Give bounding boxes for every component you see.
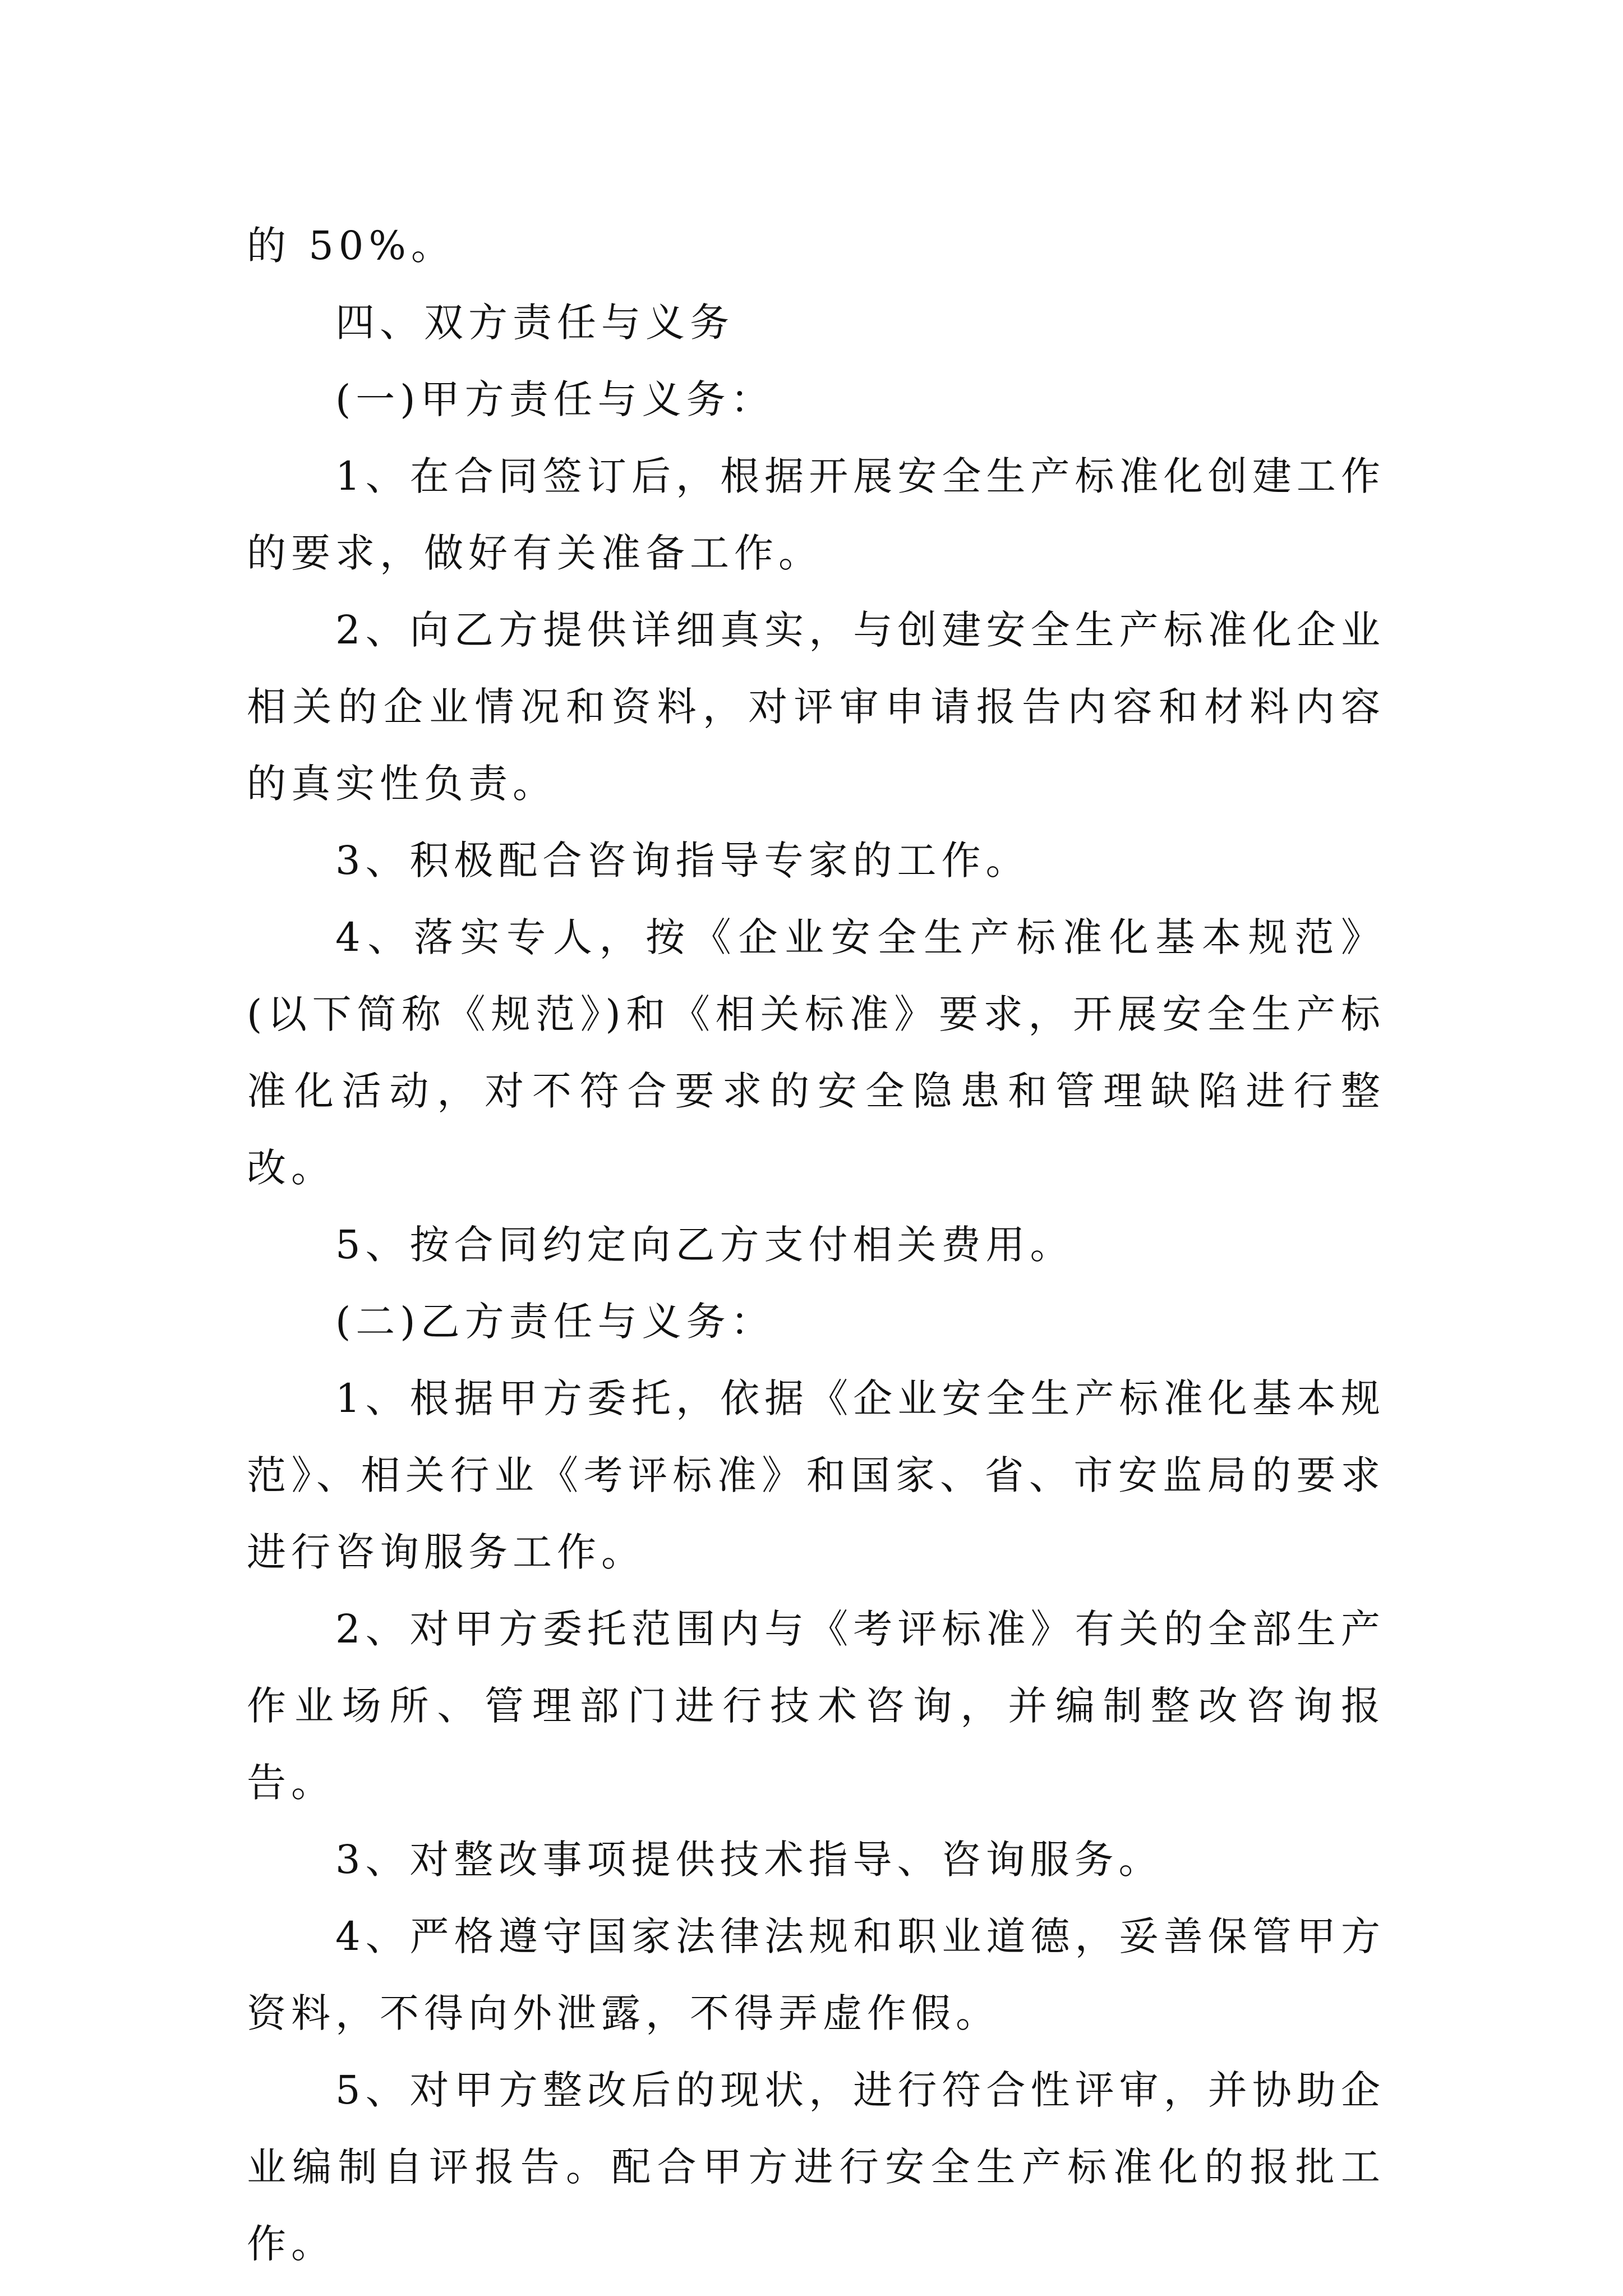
- party-b-item-1: 1、根据甲方委托，依据《企业安全生产标准化基本规范》、相关行业《考评标准》和国家、省、市安监局的要求进行咨询服务工作。: [247, 1375, 1385, 1575]
- party-b-item-3: 3、对整改事项提供技术指导、咨询服务。: [335, 1837, 1163, 1883]
- document-body: [247, 208, 1385, 2283]
- party-b-item-5: 5、对甲方整改后的现状，进行符合性评审，并协助企业编制自评报告。配合甲方进行安全生产标准化的报批工作。: [247, 2067, 1385, 2267]
- paragraph-continuation: 的 50%。: [247, 223, 455, 269]
- subsection-heading-party-b: (二)乙方责任与义务：: [335, 1299, 775, 1345]
- party-a-item-4: 4、落实专人，按《企业安全生产标准化基本规范》(以下简称《规范》)和《相关标准》要求，开展安全生产标准化活动，对不符合要求的安全隐患和管理缺陷进行整改。: [247, 914, 1385, 1191]
- party-b-item-2: 2、对甲方委托范围内与《考评标准》有关的全部生产作业场所、管理部门进行技术咨询，并编制整改咨询报告。: [247, 1606, 1385, 1806]
- party-a-item-1: 1、在合同签订后，根据开展安全生产标准化创建工作的要求，做好有关准备工作。: [247, 453, 1385, 576]
- party-a-item-2: 2、向乙方提供详细真实，与创建安全生产标准化企业相关的企业情况和资料，对评审申请报告内容和材料内容的真实性负责。: [247, 607, 1385, 807]
- party-a-item-3: 3、积极配合咨询指导专家的工作。: [335, 838, 1030, 884]
- subsection-heading-party-a: (一)甲方责任与义务：: [335, 376, 775, 422]
- section-heading: 四、双方责任与义务: [335, 300, 734, 346]
- party-a-item-5: 5、按合同约定向乙方支付相关费用。: [335, 1222, 1075, 1268]
- party-b-item-4: 4、严格遵守国家法律法规和职业道德，妥善保管甲方资料，不得向外泄露，不得弄虚作假。: [247, 1913, 1385, 2036]
